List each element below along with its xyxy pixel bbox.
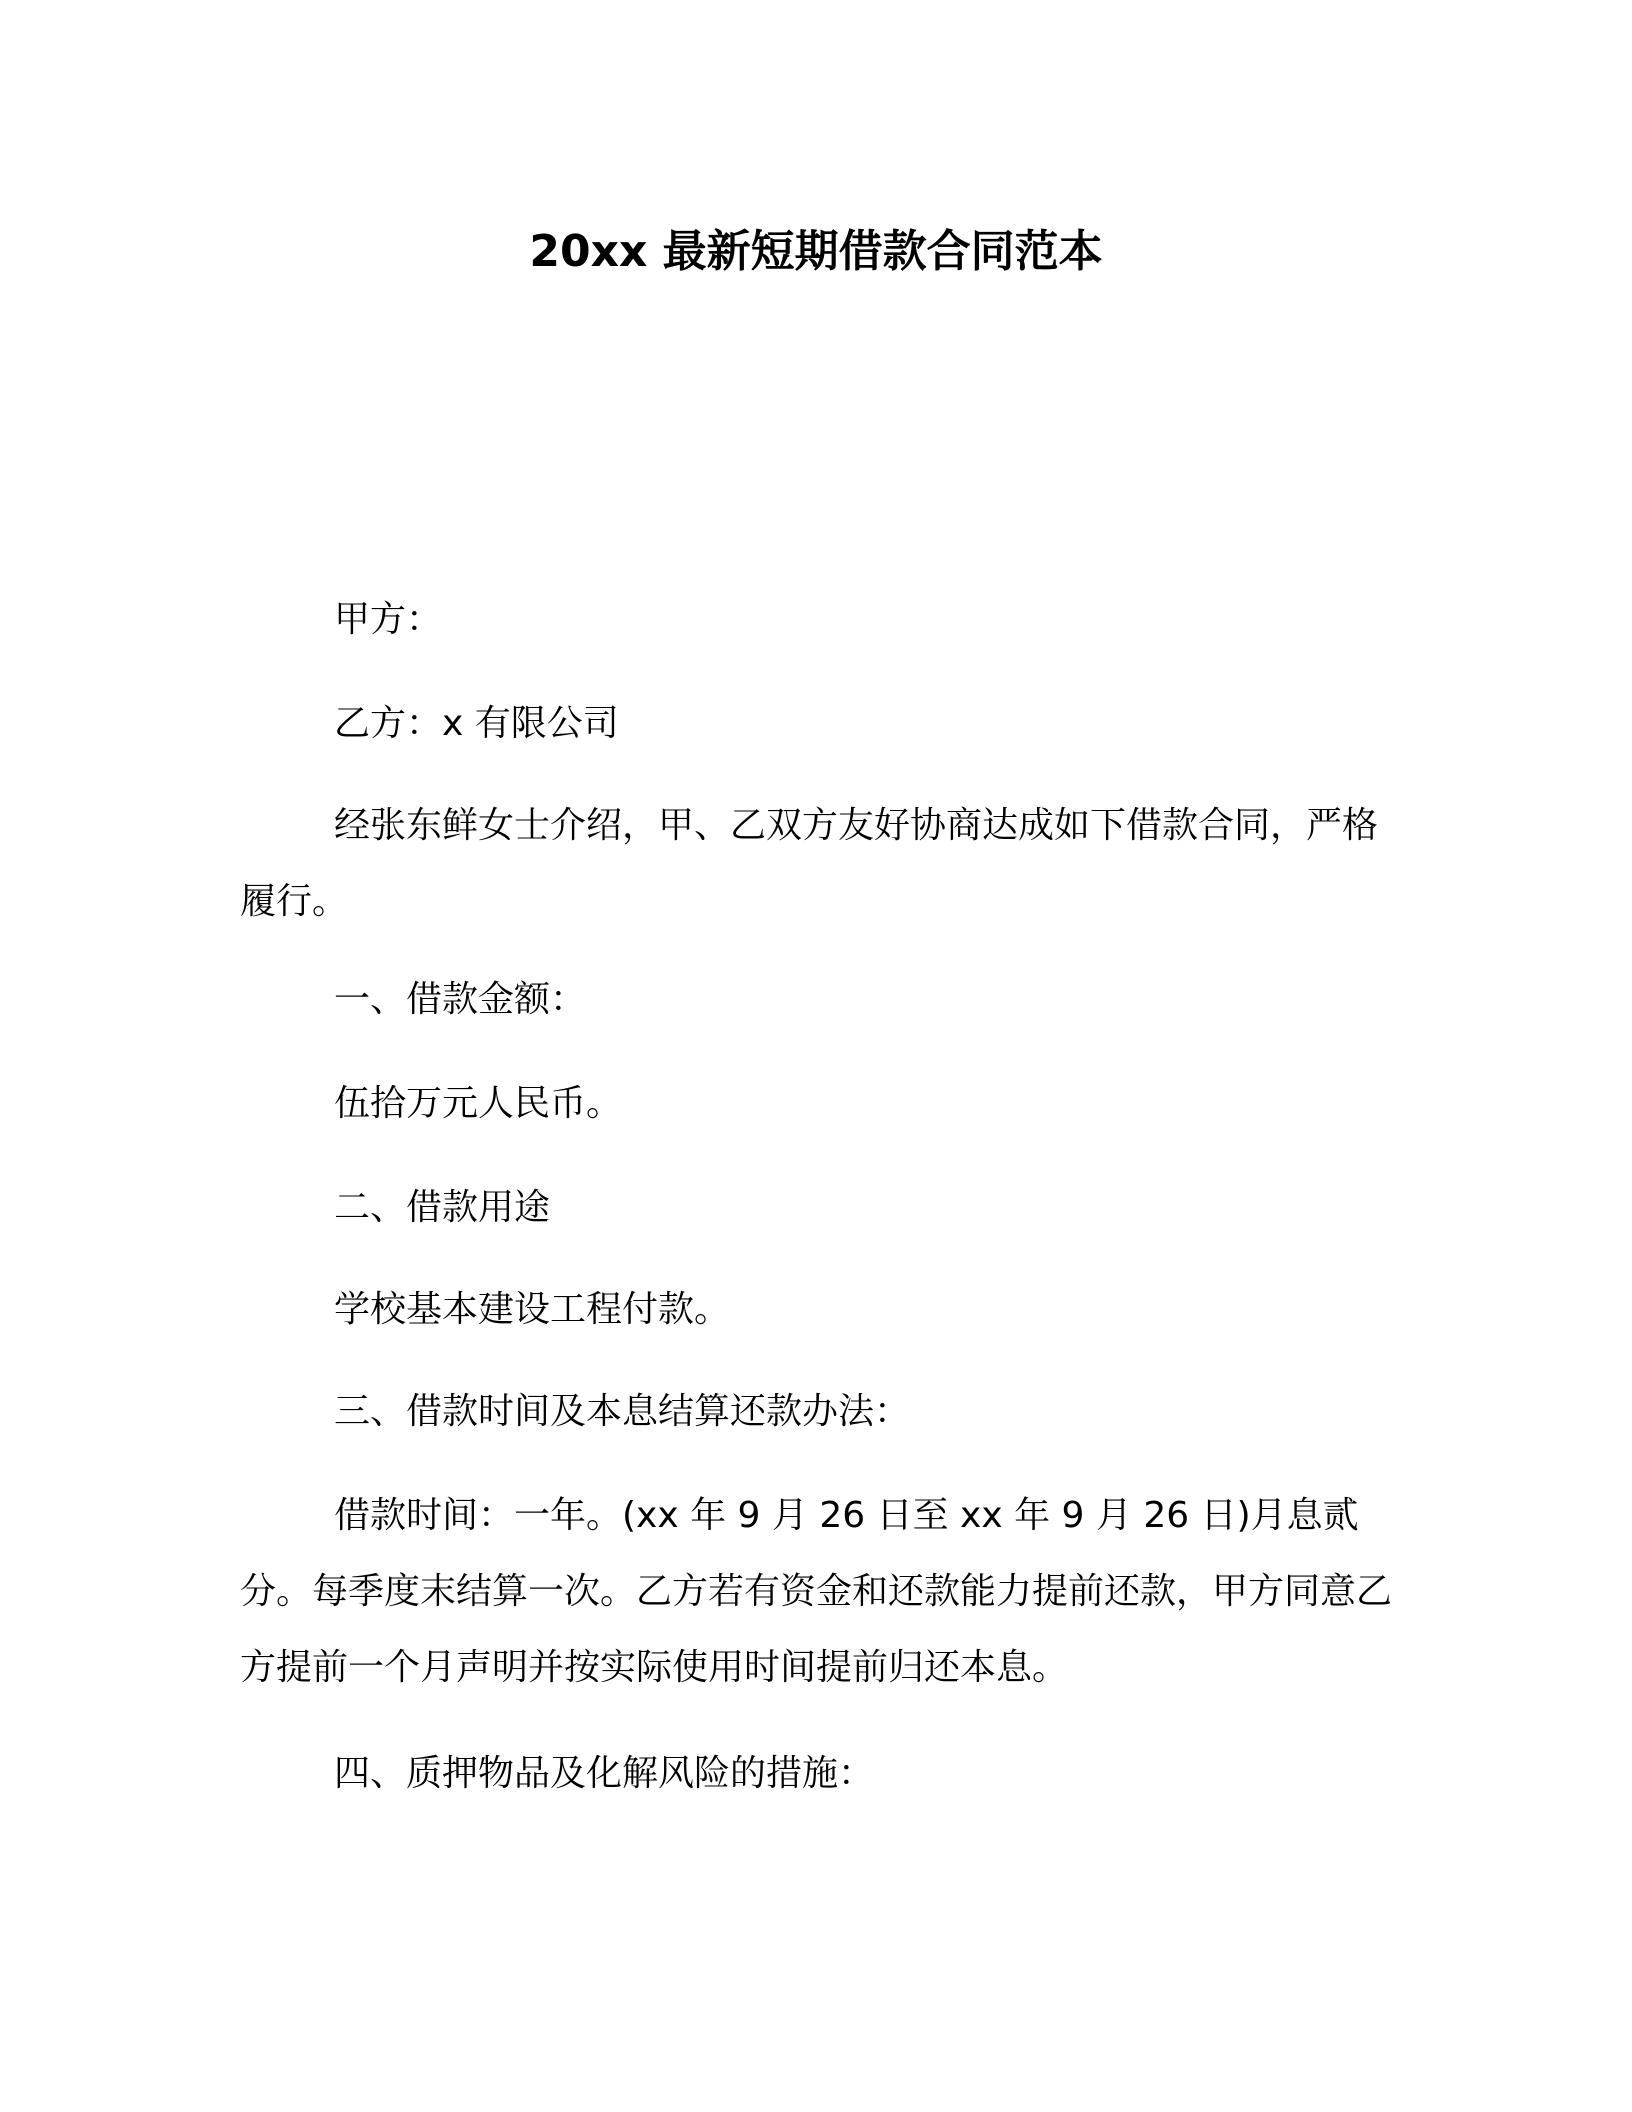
document-title: 20xx 最新短期借款合同范本 (529, 226, 1103, 277)
section-heading-amount: 一、借款金额： (334, 979, 587, 1020)
term-text: 借款时间：一年。(xx 年 9 月 26 日至 xx 年 9 月 26 日)月息贰分。每季度末结算一次。乙方若有资金和还款能力提前还款，甲方同意乙方提前一个月声明并按实际使用时间提前归还本息。 (240, 1495, 1393, 1688)
party-a-line: 甲方： (334, 599, 443, 640)
amount-text: 伍拾万元人民币。 (334, 1083, 623, 1124)
intro-paragraph: 经张东鲜女士介绍，甲、乙双方友好协商达成如下借款合同，严格履行。 (240, 805, 1379, 922)
purpose-text: 学校基本建设工程付款。 (334, 1289, 731, 1330)
section-heading-collateral: 四、质押物品及化解风险的措施： (334, 1753, 875, 1794)
section-heading-term: 三、借款时间及本息结算还款办法： (334, 1391, 911, 1432)
party-b-line: 乙方：x 有限公司 (334, 703, 619, 744)
section-heading-purpose: 二、借款用途 (334, 1187, 551, 1228)
